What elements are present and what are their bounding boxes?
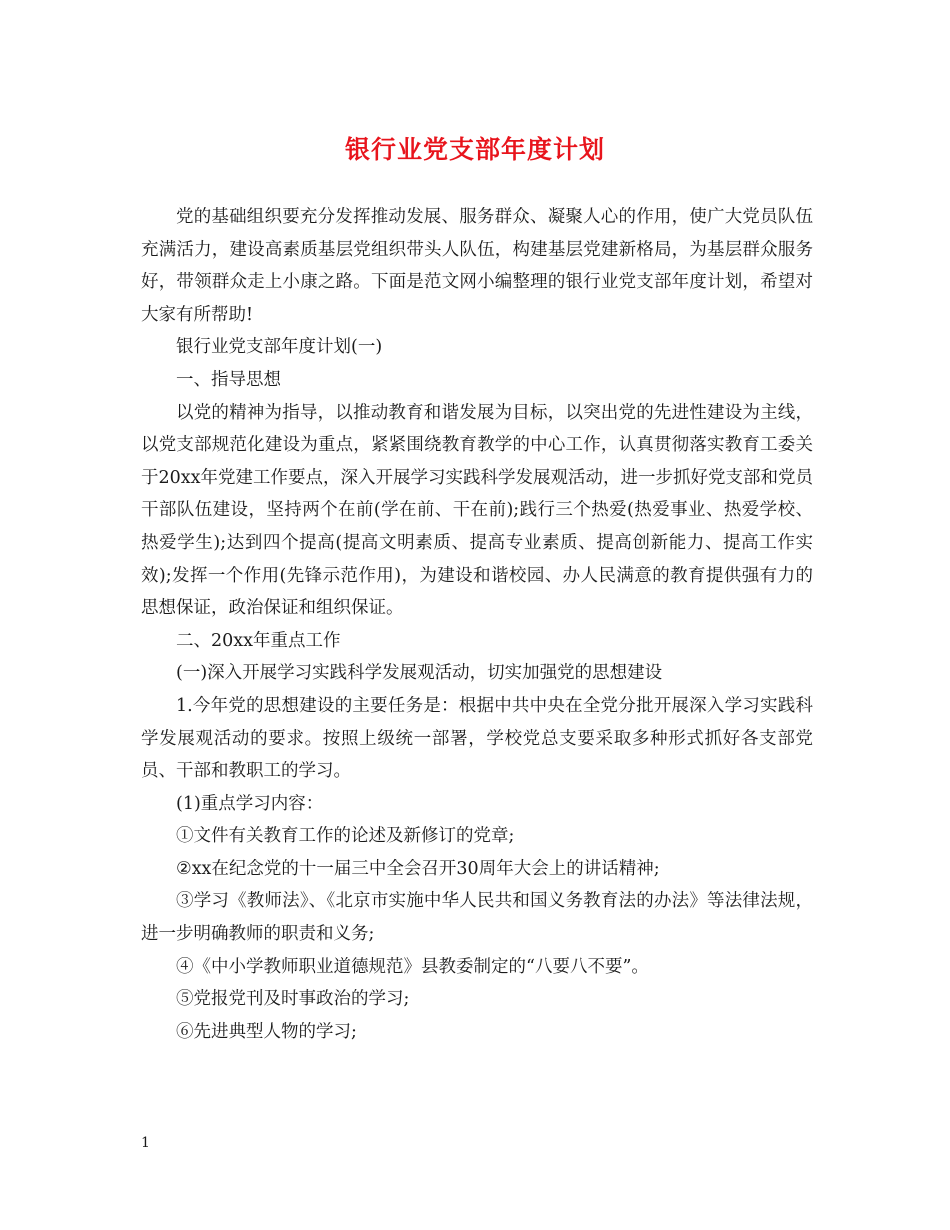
list-item: ⑤党报党刊及时事政治的学习; — [176, 989, 410, 1010]
list-item: ③学习《教师法》、《北京市实施中华人民共和国义务教育法的办法》等法律法规，进一步明确教师的职责和义务; — [141, 891, 813, 945]
guiding-ideology-paragraph: 以党的精神为指导，以推动教育和谐发展为目标，以突出党的先进性建设为主线，以党支部规范化建设为重点，紧紧围绕教育教学的中心工作，认真贯彻落实教育工委关于20xx年党建工作要点，深入开展学习实践科学发展观活动，进一步抓好党支部和党员干部队伍建设，坚持两个在前(学在前、干在前);践行三个热爱(热爱事业、热爱学校、热爱学生);达到四个提高(提高文明素质、提高专业素质、提高创新能力、提高工作实效);发挥一个作用(先锋示范作用)，为建设和谐校园、办人民满意的教育提供强有力的思想保证，政治保证和组织保证。 — [141, 402, 814, 619]
page-number: 1 — [141, 1135, 150, 1151]
intro-paragraph: 党的基础组织要充分发挥推动发展、服务群众、凝聚人心的作用，使广大党员队伍充满活力，建设高素质基层党组织带头人队伍，构建基层党建新格局，为基层群众服务好，带领群众走上小康之路。下面是范文网小编整理的银行业党支部年度计划，希望对大家有所帮助! — [141, 207, 813, 325]
key-study-content-label: (1)重点学习内容： — [176, 793, 324, 814]
document-body — [141, 201, 813, 1048]
ideological-building-paragraph: 1.今年党的思想建设的主要任务是：根据中共中央在全党分批开展深入学习实践科学发展观活动的要求。按照上级统一部署，学校党总支要采取多种形式抓好各支部党员、干部和教职工的学习。 — [141, 695, 813, 782]
heading-guiding-ideology: 一、指导思想 — [176, 369, 281, 390]
list-item: ①文件有关教育工作的论述及新修订的党章; — [176, 826, 515, 847]
document-title: 银行业党支部年度计划 — [344, 135, 605, 164]
section-heading-plan-one: 银行业党支部年度计划(一) — [176, 337, 383, 358]
list-item: ⑥先进典型人物的学习; — [176, 1021, 357, 1042]
subheading-study-practice: (一)深入开展学习实践科学发展观活动，切实加强党的思想建设 — [176, 663, 663, 684]
list-item: ④《中小学教师职业道德规范》县教委制定的“八要八不要”。 — [176, 956, 649, 977]
heading-key-work: 二、20xx年重点工作 — [176, 630, 341, 651]
list-item: ②xx在纪念党的十一届三中全会召开30周年大会上的讲话精神; — [176, 858, 660, 879]
